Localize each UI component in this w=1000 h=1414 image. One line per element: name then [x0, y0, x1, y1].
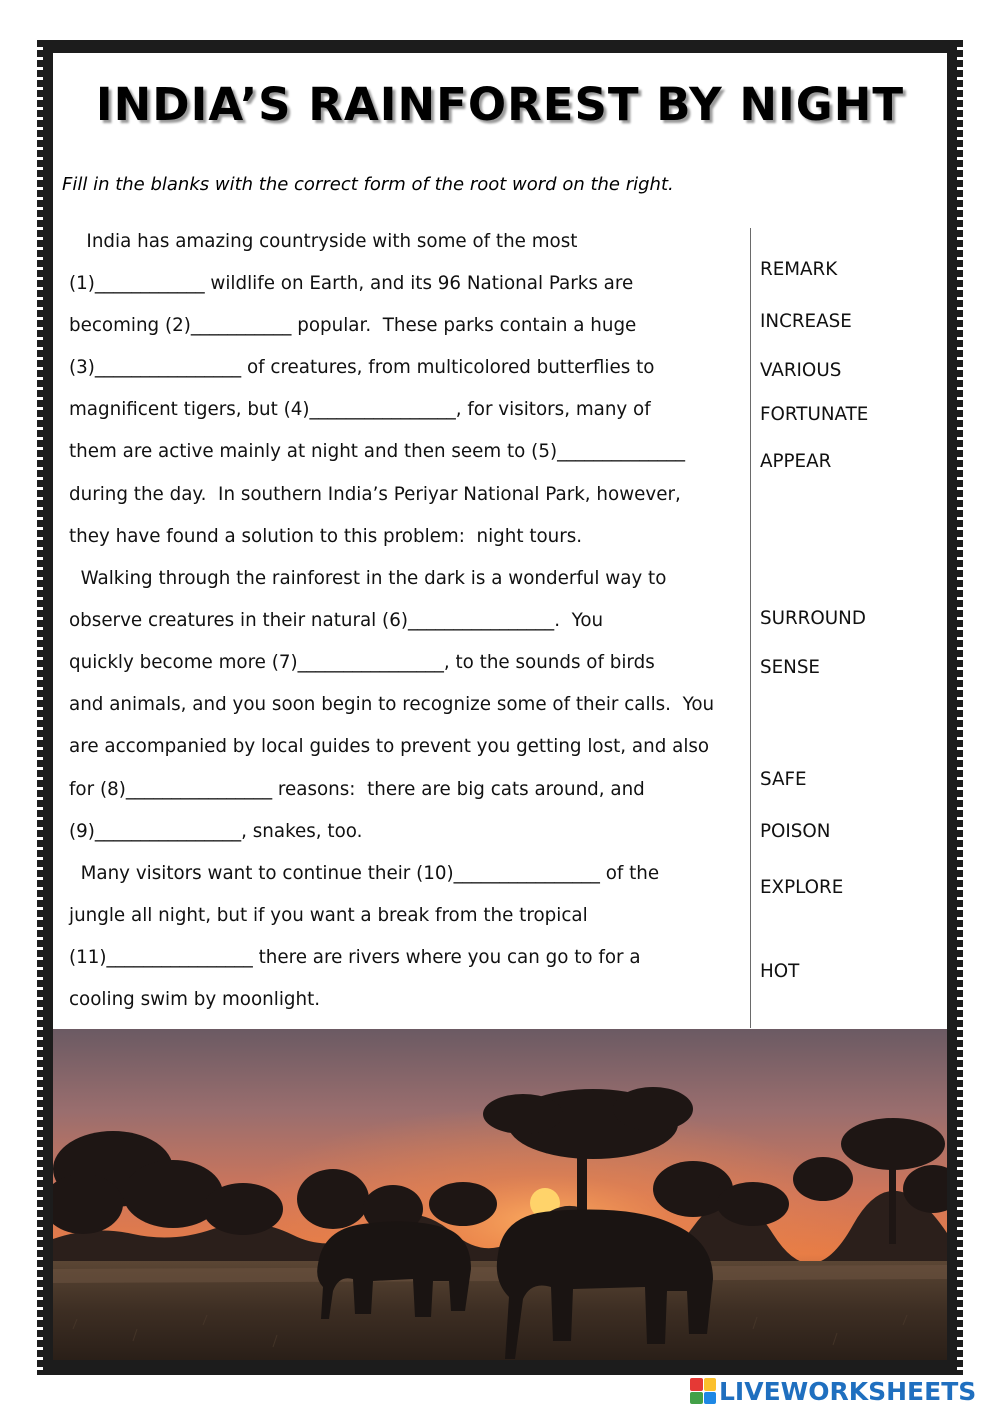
passage-line: they have found a solution to this problem: night tours.	[69, 526, 583, 547]
logo-square	[704, 1378, 717, 1391]
passage-line: (11)________________ there are rivers where you can go to for a	[69, 947, 641, 968]
passage-line: Many visitors want to continue their (10)________________ of the	[69, 863, 660, 884]
worksheet-title: INDIA’S RAINFOREST BY NIGHT	[95, 78, 905, 131]
passage-line: observe creatures in their natural (6)________________. You	[69, 610, 604, 631]
instructions-text: Fill in the blanks with the correct form of the root word on the right.	[62, 174, 674, 195]
root-word-poison: POISON	[760, 821, 831, 842]
passage-line: during the day. In southern India’s Periyar National Park, however,	[69, 484, 681, 505]
passage-line: (3)________________ of creatures, from multicolored butterflies to	[69, 357, 655, 378]
logo-square	[690, 1378, 703, 1391]
root-word-remark: REMARK	[760, 259, 838, 280]
passage-line: India has amazing countryside with some of the most	[69, 231, 578, 252]
logo-text: LIVEWORKSHEETS	[719, 1376, 977, 1406]
passage-line: are accompanied by local guides to prevent you getting lost, and also	[69, 736, 710, 757]
root-word-sense: SENSE	[760, 657, 820, 678]
passage-line: Walking through the rainforest in the dark is a wonderful way to	[69, 568, 667, 589]
passage-line: cooling swim by moonlight.	[69, 989, 321, 1010]
column-divider	[750, 228, 751, 1028]
root-word-increase: INCREASE	[760, 311, 852, 332]
liveworksheets-badge-icon	[690, 1378, 716, 1404]
passage-line: (9)________________, snakes, too.	[69, 821, 363, 842]
passage-line: becoming (2)___________ popular. These parks contain a huge	[69, 315, 637, 336]
logo-square	[704, 1392, 717, 1405]
root-word-surround: SURROUND	[760, 608, 866, 629]
torn-edge-right	[957, 40, 963, 1375]
passage-line: (1)____________ wildlife on Earth, and its 96 National Parks are	[69, 273, 634, 294]
liveworksheets-logo	[690, 1376, 976, 1406]
sunset-elephants-illustration	[53, 1029, 947, 1360]
root-word-various: VARIOUS	[760, 360, 842, 381]
logo-square	[690, 1392, 703, 1405]
passage-line: and animals, and you soon begin to recognize some of their calls. You	[69, 694, 715, 715]
root-word-fortunate: FORTUNATE	[760, 404, 869, 425]
root-word-safe: SAFE	[760, 769, 807, 790]
root-word-explore: EXPLORE	[760, 877, 844, 898]
passage-line: jungle all night, but if you want a break from the tropical	[69, 905, 588, 926]
passage-line: magnificent tigers, but (4)________________, for visitors, many of	[69, 399, 651, 420]
root-word-appear: APPEAR	[760, 451, 832, 472]
passage-line: quickly become more (7)________________, to the sounds of birds	[69, 652, 655, 673]
sunset-elephants-photo	[53, 1029, 947, 1360]
torn-edge-left	[37, 40, 43, 1375]
passage-line: them are active mainly at night and then seem to (5)______________	[69, 441, 686, 462]
passage-line: for (8)________________ reasons: there are big cats around, and	[69, 779, 645, 800]
root-word-hot: HOT	[760, 961, 800, 982]
